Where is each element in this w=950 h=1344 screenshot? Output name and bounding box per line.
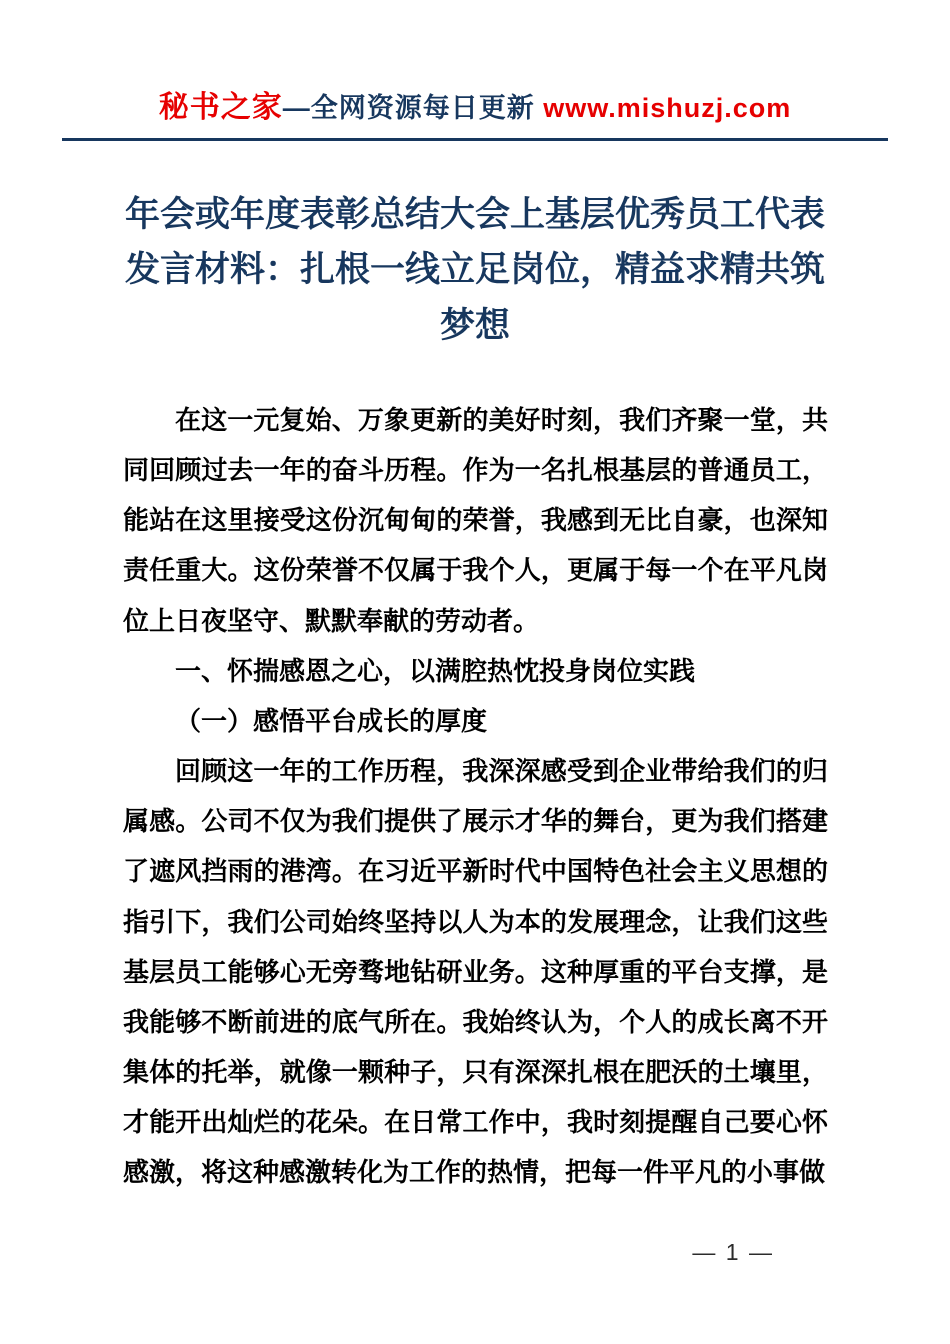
brand-name: 秘书之家 bbox=[158, 91, 283, 124]
paragraph-body: 回顾这一年的工作历程，我深深感受到企业带给我们的归属感。公司不仅为我们提供了展示才华的舞台，更为我们搭建了遮风挡雨的港湾。在习近平新时代中国特色社会主义思想的指引下，我们公司始终坚持以人为本的发展理念，让我们这些基层员工能够心无旁骛地钻研业务。这种厚重的平台支撑，是我能够不断前进的底气所在。我始终认为，个人的成长离不开集体的托举，就像一颗种子，只有深深扎根在肥沃的土壤里，才能开出灿烂的花朵。在日常工作中，我时刻提醒自己要心怀感激，将这种感激转化为工作的热情，把每一件平凡的小事做 bbox=[123, 756, 828, 1188]
paragraph-intro: 在这一元复始、万象更新的美好时刻，我们齐聚一堂，共同回顾过去一年的奋斗历程。作为一名扎根基层的普通员工，能站在这里接受这份沉甸甸的荣誉，我感到无比自豪，也深知责任重大。这份荣誉不仅属于我个人，更属于每一个在平凡岗位上日夜坚守、默默奉献的劳动者。 bbox=[123, 404, 828, 636]
site-header bbox=[0, 0, 950, 126]
section-heading: 一、怀揣感恩之心，以满腔热忱投身岗位实践 bbox=[175, 655, 696, 686]
document-title: 年会或年度表彰总结大会上基层优秀员工代表发言材料：扎根一线立足岗位，精益求精共筑梦想 bbox=[124, 195, 825, 345]
page-number: — 1 — bbox=[692, 1239, 774, 1265]
header-url-link[interactable]: www.mishuzj.com bbox=[543, 93, 792, 123]
subsection-heading: （一）感悟平台成长的厚度 bbox=[175, 705, 488, 736]
header-tagline: —全网资源每日更新 bbox=[282, 93, 544, 123]
header-divider bbox=[62, 138, 888, 141]
document-body bbox=[123, 395, 828, 1198]
page-footer bbox=[692, 1239, 774, 1266]
